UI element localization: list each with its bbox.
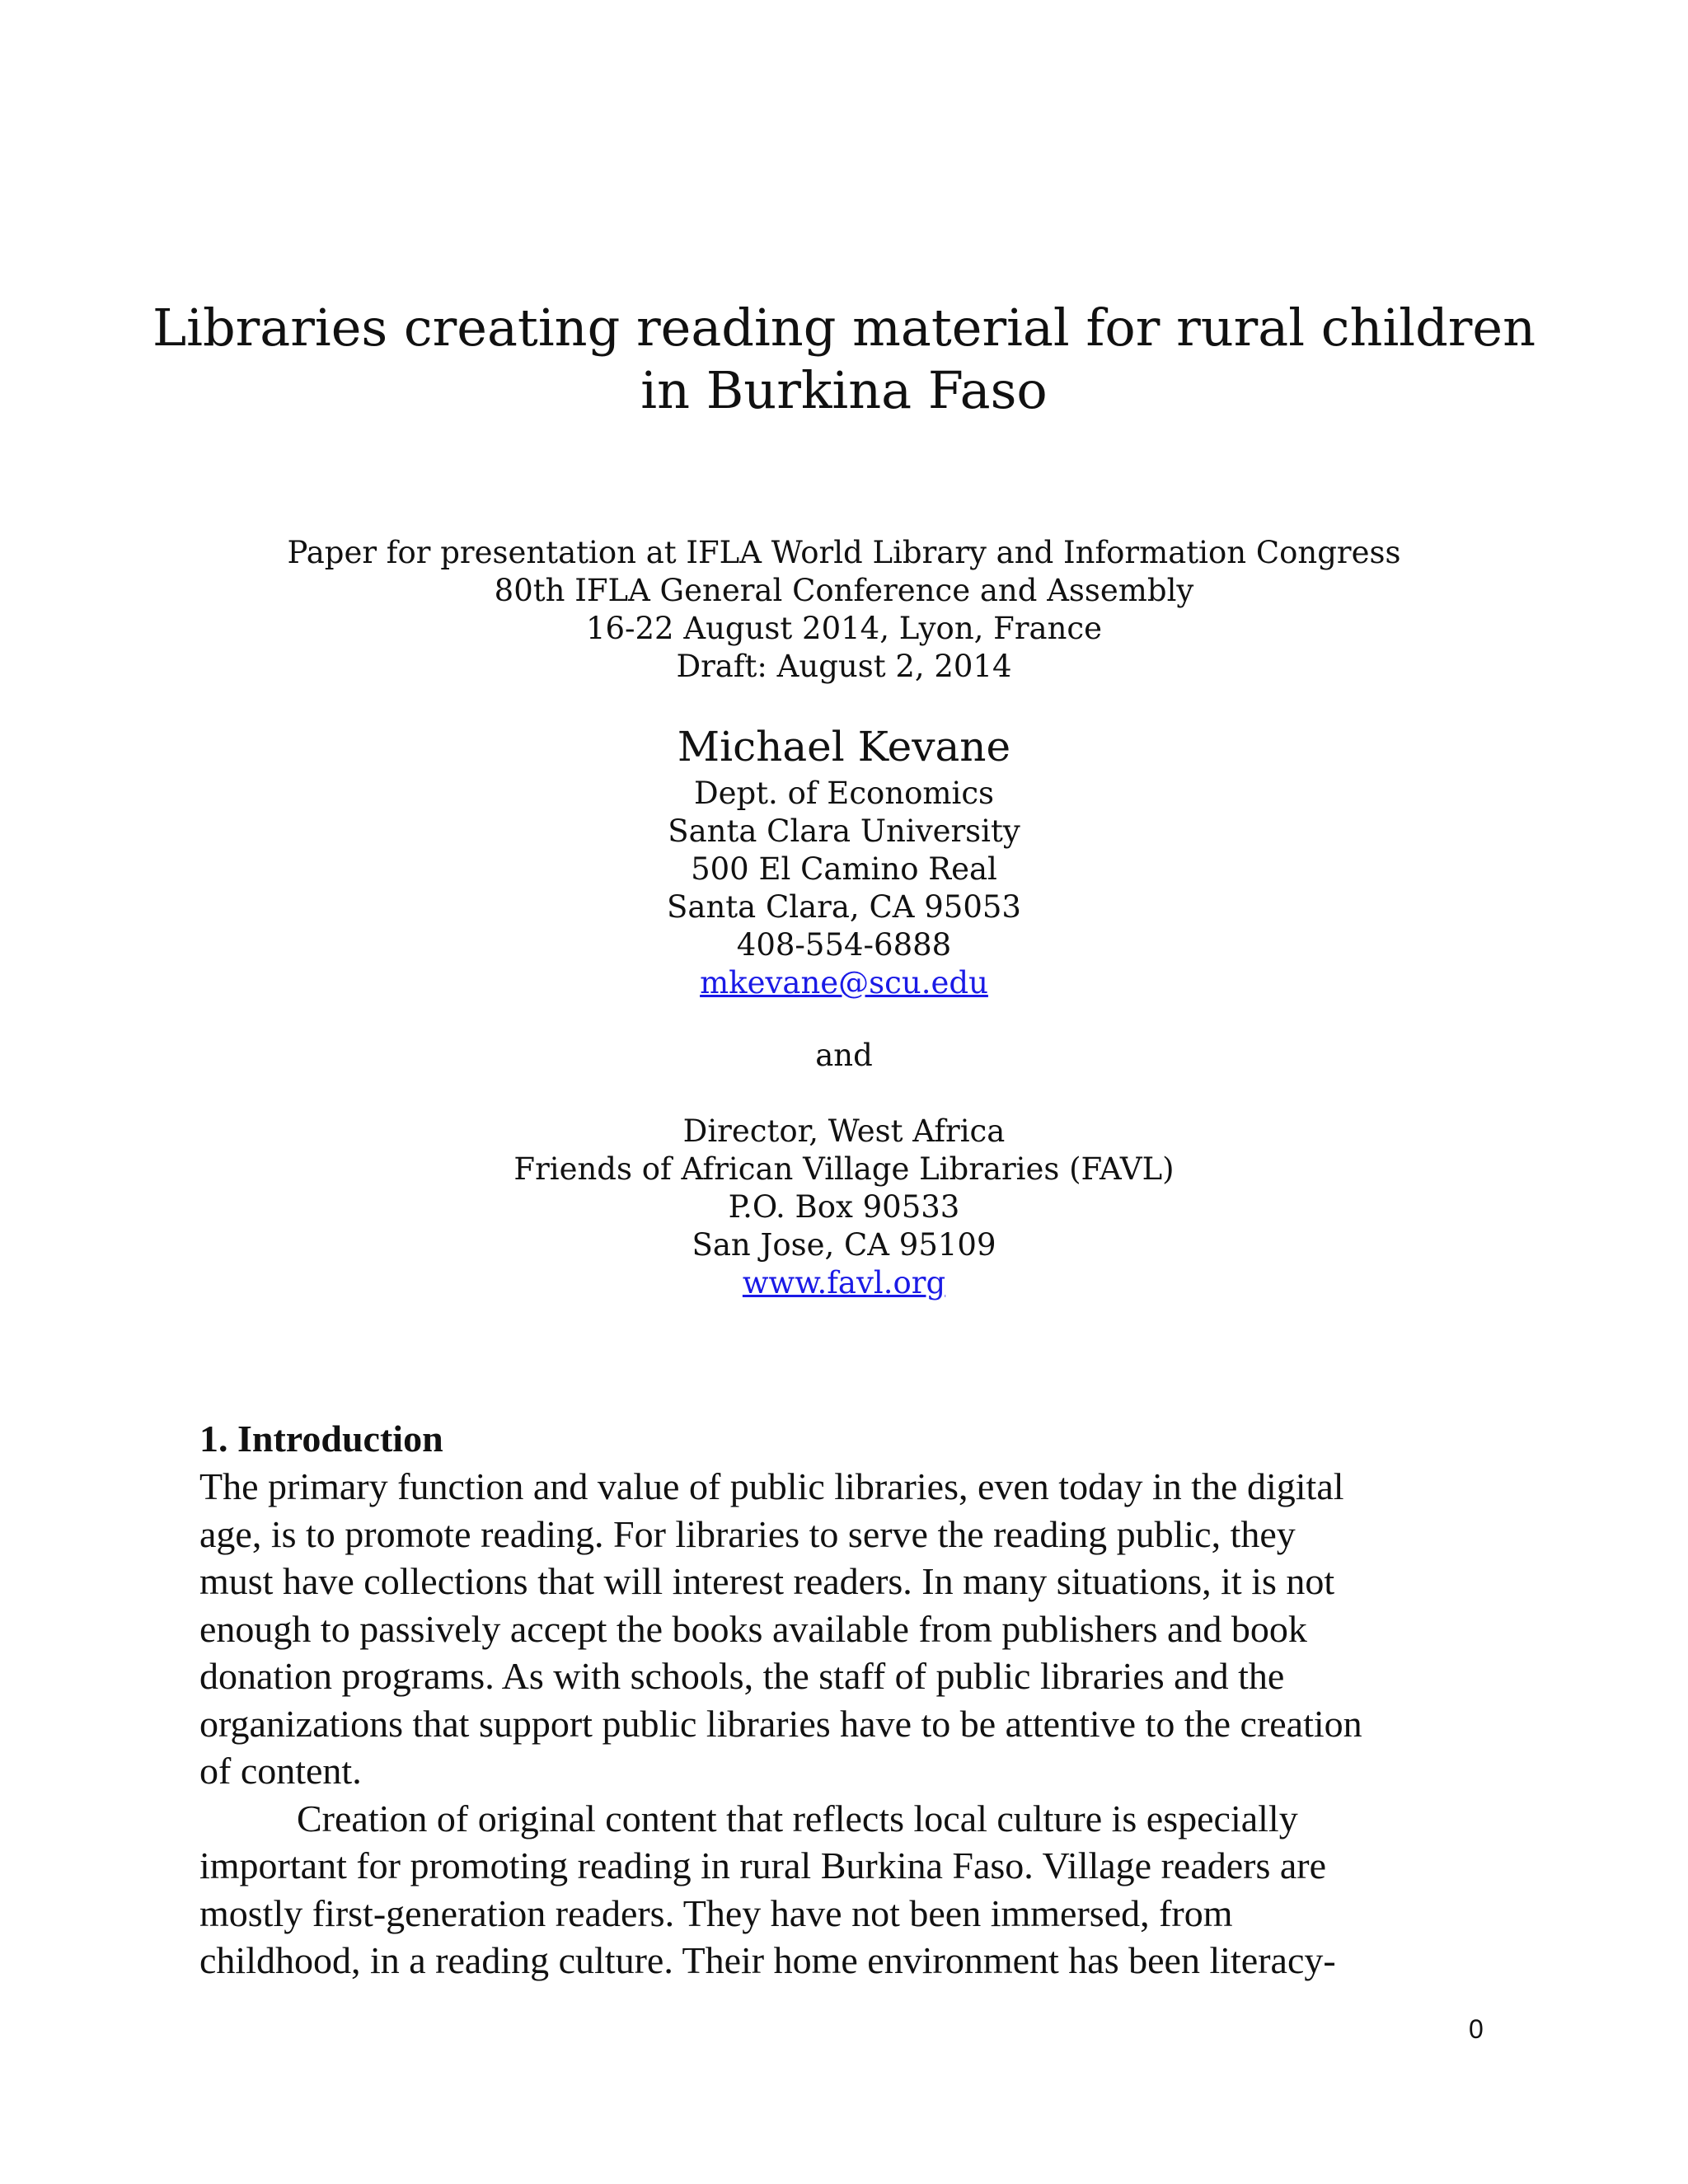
author-name: Michael Kevane [677,723,1011,771]
author-email-link[interactable]: mkevane@scu.edu [700,965,988,1001]
title-line: in Burkina Faso [640,360,1048,420]
section-heading: 1. Introduction [199,1418,443,1460]
conference-line: 80th IFLA General Conference and Assembly [494,573,1194,608]
paragraph-line: must have collections that will interest readers. In many situations, it is not [199,1560,1335,1602]
author-city: Santa Clara, CA 95053 [667,889,1021,925]
title-line: Libraries creating reading material for rural children [152,298,1536,358]
conference-line: Paper for presentation at IFLA World Library and Information Congress [287,535,1401,570]
paragraph-line: organizations that support public libraries have to be attentive to the creation [199,1702,1362,1745]
conference-info [124,534,1564,686]
paragraph-line: mostly first-generation readers. They have not been immersed, from [199,1891,1233,1934]
draft-date: Draft: August 2, 2014 [676,649,1012,684]
organization-name: Friends of African Village Libraries (FAVL) [513,1151,1175,1187]
organization-city: San Jose, CA 95109 [692,1227,996,1263]
paragraph-line: of content. [199,1750,362,1792]
body-text [199,1463,1518,1985]
paragraph-line: enough to passively accept the books available from publishers and book [199,1607,1307,1650]
paragraph-line: donation programs. As with schools, the staff of public libraries and the [199,1655,1285,1697]
paper-title [124,297,1564,422]
organization-info [124,1113,1564,1302]
organization-po-box: P.O. Box 90533 [728,1189,960,1225]
author-phone: 408-554-6888 [736,927,952,963]
organization-role: Director, West Africa [682,1113,1006,1149]
organization-website-link[interactable]: www.favl.org [742,1265,946,1301]
paragraph-line: important for promoting reading in rural Burkina Faso. Village readers are [199,1844,1327,1886]
paragraph-line: age, is to promote reading. For libraries to serve the reading public, they [199,1512,1296,1555]
author-department: Dept. of Economics [693,776,995,811]
conference-line: 16-22 August 2014, Lyon, France [585,611,1103,646]
author-street: 500 El Camino Real [691,851,997,887]
conjunction-and: and [815,1038,873,1073]
page-number: 0 [1469,2014,1484,2044]
author-affiliation [124,775,1564,1002]
author-university: Santa Clara University [668,813,1020,849]
paragraph-line: Creation of original content that reflects local culture is especially [297,1797,1298,1840]
paragraph-line: The primary function and value of public libraries, even today in the digital [199,1465,1344,1507]
paragraph-line: childhood, in a reading culture. Their home environment has been literacy- [199,1939,1336,1981]
